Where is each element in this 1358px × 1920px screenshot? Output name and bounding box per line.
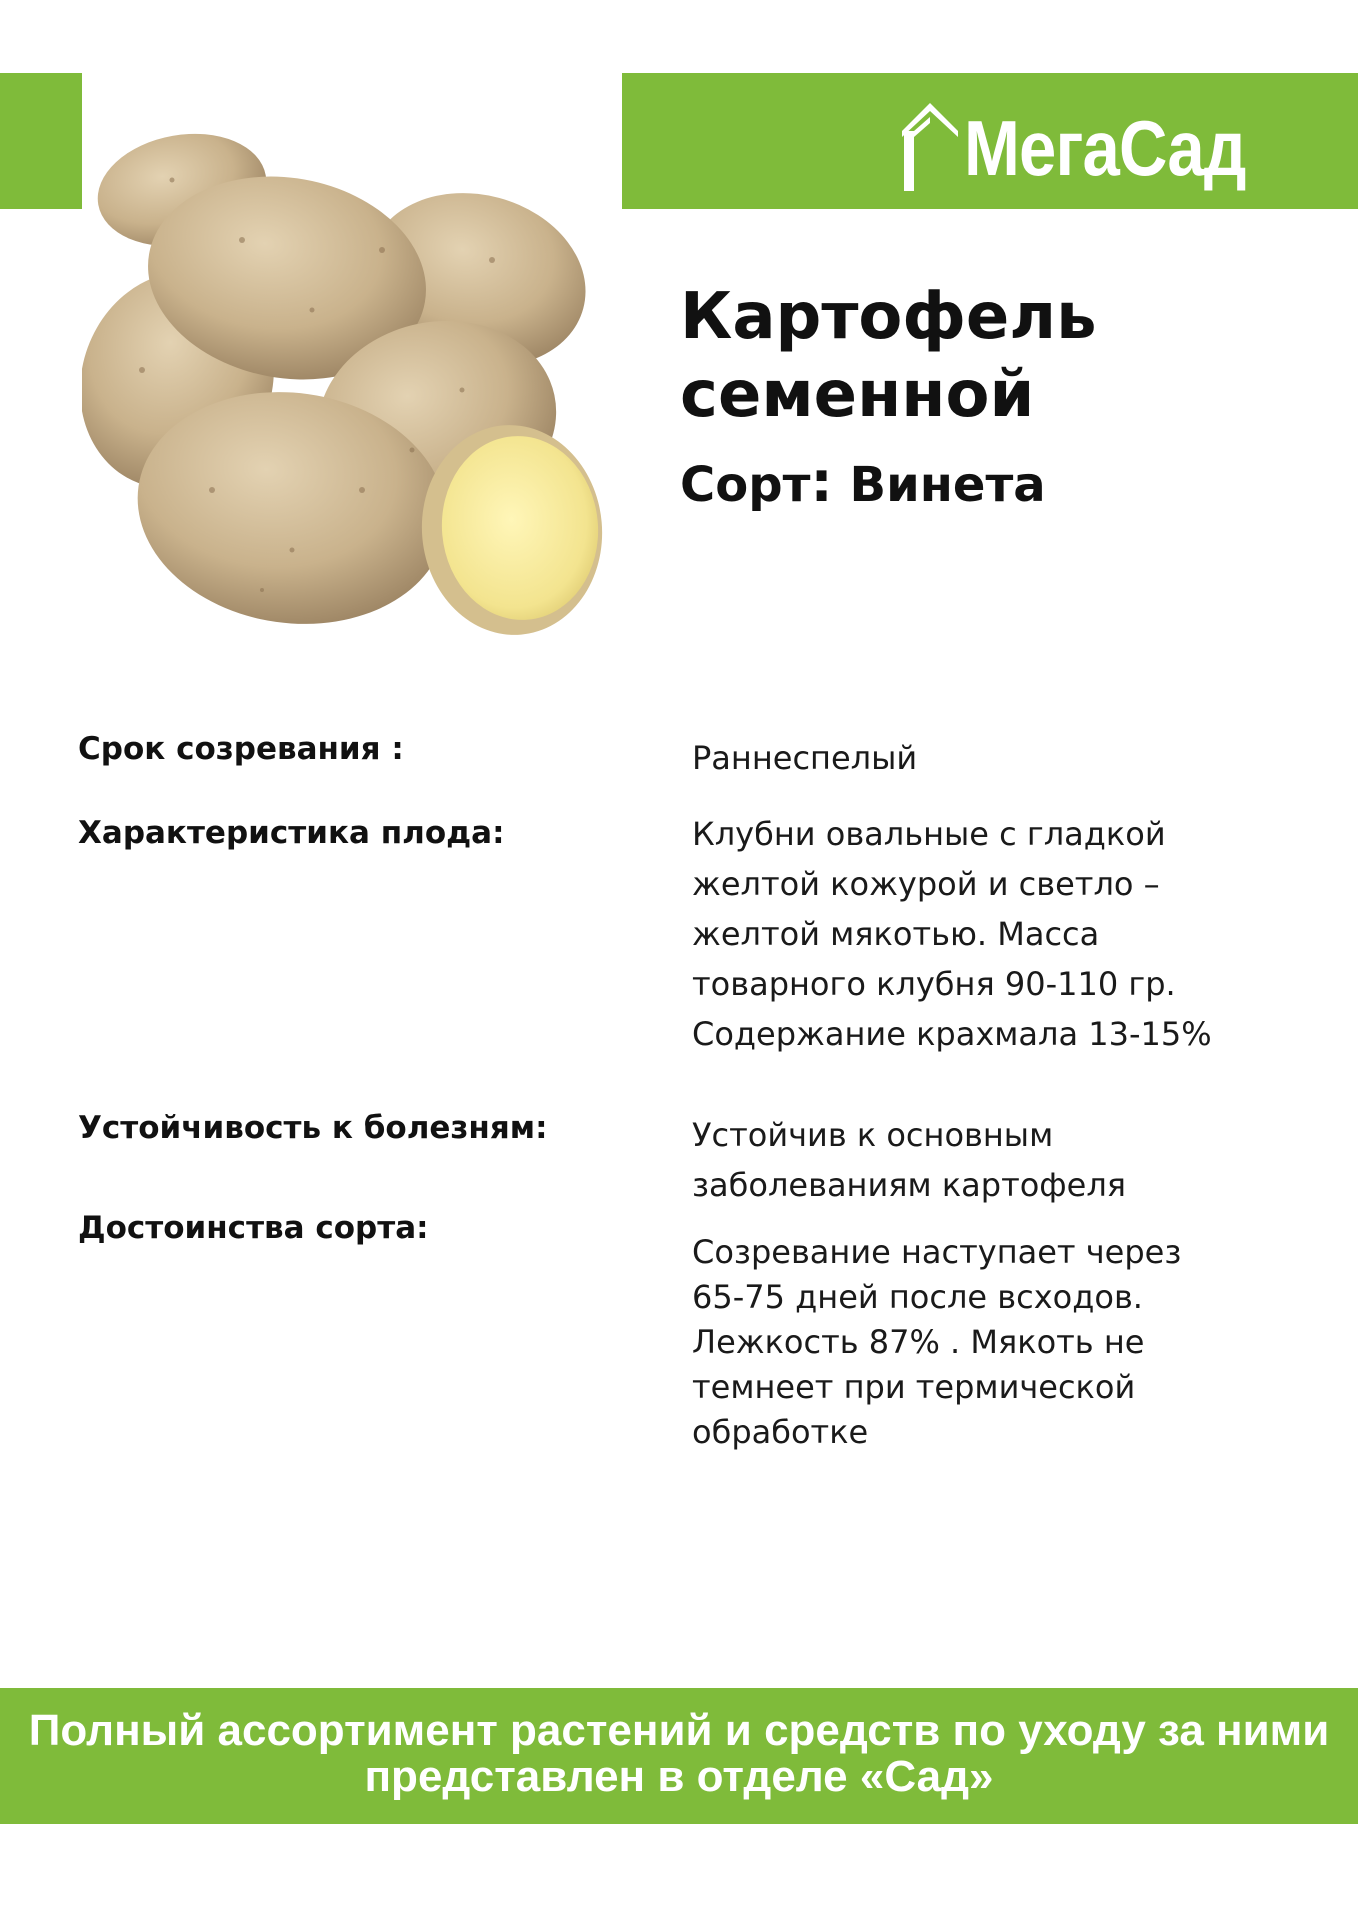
header-band-left (0, 73, 82, 209)
footer-line-2: представлен в отделе «Сад» (364, 1752, 994, 1801)
value-line: товарного клубня 90-110 гр. (692, 965, 1176, 1003)
variety-colon: : (810, 450, 833, 515)
value-line: Раннеспелый (692, 739, 918, 777)
title-line-1: Картофель (680, 280, 1097, 354)
spec-label-advantages: Достоинства сорта: (78, 1210, 429, 1246)
brand-logo (900, 88, 1291, 193)
potatoes-image (82, 130, 622, 690)
variety-line (680, 450, 1046, 515)
value-line: темнеет при термической (692, 1368, 1136, 1406)
spec-label-fruit: Характеристика плода: (78, 815, 505, 851)
footer-text (0, 1708, 1358, 1800)
value-line: Лежкость 87% . Мякоть не (692, 1323, 1145, 1361)
product-title (680, 278, 1097, 434)
value-line: Созревание наступает через (692, 1233, 1182, 1271)
spec-value-fruit (692, 809, 1212, 1059)
footer-line-1: Полный ассортимент растений и средств по уходу за ними (28, 1706, 1330, 1755)
house-icon (900, 101, 960, 193)
spec-value-resistance (692, 1110, 1126, 1210)
value-line: желтой мякотью. Масса (692, 915, 1100, 953)
value-line: Содержание крахмала 13-15% (692, 1015, 1212, 1053)
value-line: Устойчив к основным (692, 1116, 1054, 1154)
brand-name: МегаСад (964, 104, 1246, 192)
value-line: обработке (692, 1413, 869, 1451)
value-line: 65-75 дней после всходов. (692, 1278, 1143, 1316)
spec-value-maturity (692, 733, 917, 783)
variety-name: Винета (849, 457, 1046, 513)
title-line-2: семенной (680, 358, 1035, 432)
variety-label: Сорт (680, 457, 811, 513)
spec-label-maturity: Срок созревания : (78, 731, 404, 767)
value-line: заболеваниям картофеля (692, 1166, 1127, 1204)
value-line: Клубни овальные с гладкой (692, 815, 1166, 853)
spec-label-resistance: Устойчивость к болезням: (78, 1110, 548, 1146)
value-line: желтой кожурой и светло – (692, 865, 1160, 903)
spec-value-advantages (692, 1230, 1181, 1455)
